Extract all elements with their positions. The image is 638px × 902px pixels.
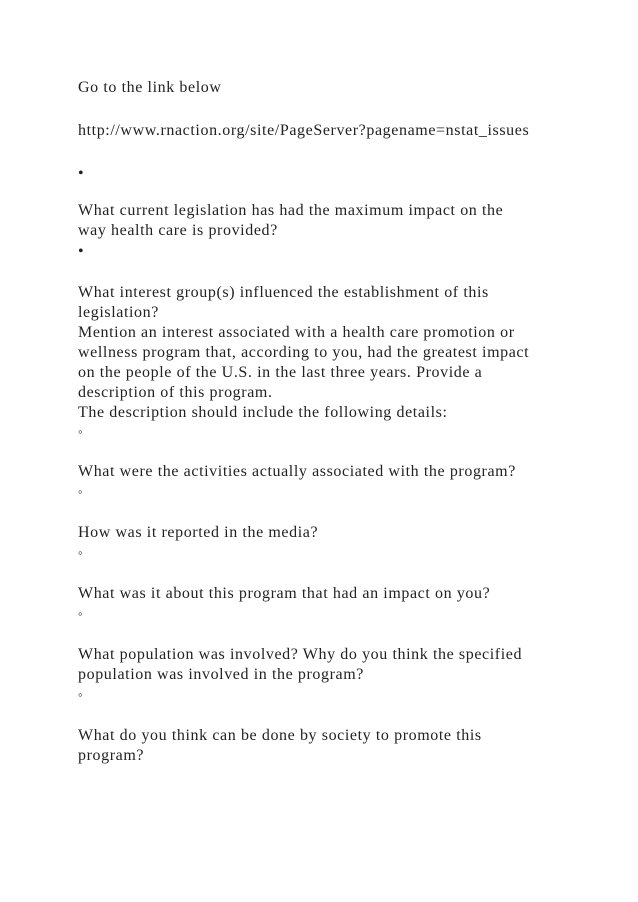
detail-1: What were the activities actually associated with the program? bbox=[78, 463, 516, 480]
link-text: http://www.rnaction.org/site/PageServer?pagename=nstat_issues bbox=[78, 122, 530, 139]
question-1-line-1: What current legislation has had the maximum impact on the bbox=[78, 202, 504, 219]
sub-bullet-2: ◦ bbox=[78, 484, 84, 499]
detail-5-line-1: What do you think can be done by society to promote this bbox=[78, 727, 482, 744]
sub-bullet-1: ◦ bbox=[78, 424, 84, 439]
intro-text: Go to the link below bbox=[78, 79, 222, 96]
sub-bullet-5: ◦ bbox=[78, 687, 84, 702]
detail-5-line-2: program? bbox=[78, 747, 145, 764]
detail-4-line-1: What population was involved? Why do you think the specified bbox=[78, 646, 523, 663]
detail-3: What was it about this program that had an impact on you? bbox=[78, 585, 491, 602]
paragraph-line-4: description of this program. bbox=[78, 384, 273, 401]
paragraph-line-2: wellness program that, according to you, had the greatest impact bbox=[78, 344, 530, 361]
paragraph-line-5: The description should include the following details: bbox=[78, 404, 448, 421]
detail-4-line-2: population was involved in the program? bbox=[78, 666, 365, 683]
sub-bullet-4: ◦ bbox=[78, 606, 84, 621]
question-2-line-1: What interest group(s) influenced the establishment of this bbox=[78, 284, 489, 301]
question-2-line-2: legislation? bbox=[78, 304, 159, 321]
bullet-2: • bbox=[78, 243, 85, 260]
paragraph-line-1: Mention an interest associated with a health care promotion or bbox=[78, 324, 515, 341]
question-1-line-2: way health care is provided? bbox=[78, 222, 278, 239]
detail-2: How was it reported in the media? bbox=[78, 524, 319, 541]
sub-bullet-3: ◦ bbox=[78, 545, 84, 560]
bullet-1: • bbox=[78, 165, 85, 182]
paragraph-line-3: on the people of the U.S. in the last three years. Provide a bbox=[78, 364, 483, 381]
